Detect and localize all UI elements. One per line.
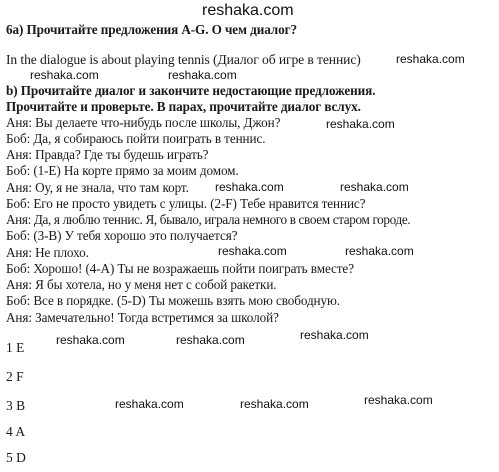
watermark: reshaka.com bbox=[215, 180, 284, 194]
dialogue-line: Боб: (3-B) У тебя хорошо это получается? bbox=[6, 228, 238, 243]
watermark: reshaka.com bbox=[345, 244, 414, 258]
watermark: reshaka.com bbox=[218, 244, 287, 258]
watermark: reshaka.com bbox=[240, 397, 309, 411]
watermark: reshaka.com bbox=[340, 180, 409, 194]
dialogue-line: Аня: Вы делаете что-нибудь после школы, Джон? bbox=[6, 115, 281, 130]
watermark: reshaka.com bbox=[168, 68, 237, 82]
dialogue-line: Аня: Я бы хотела, но у меня нет с собой ракетки. bbox=[6, 277, 277, 292]
dialogue-line: Аня: Правда? Где ты будешь играть? bbox=[6, 147, 209, 162]
dialogue-line: Аня: Да, я люблю теннис. Я, бывало, играла немного в своем старом городе. bbox=[6, 212, 411, 227]
dialogue-line: Боб: Да, я собираюсь пойти поиграть в теннис. bbox=[6, 131, 266, 146]
watermark: reshaka.com bbox=[30, 68, 99, 82]
dialogue-line: Аня: Замечательно! Тогда встретимся за школой? bbox=[6, 310, 279, 325]
dialogue-line: Боб: Его не просто увидеть с улицы. (2-F) Тебе нравится теннис? bbox=[6, 196, 366, 211]
dialogue-line: Боб: Хорошо! (4-A) Ты не возражаешь пойти поиграть вместе? bbox=[6, 261, 354, 276]
watermark: reshaka.com bbox=[300, 328, 369, 342]
watermark: reshaka.com bbox=[115, 397, 184, 411]
watermark: reshaka.com bbox=[176, 333, 245, 347]
exercise-6a-heading: 6а) Прочитайте предложения A-G. О чем диалог? bbox=[6, 22, 297, 37]
watermark: reshaka.com bbox=[326, 117, 395, 131]
answer-item: 1 E bbox=[6, 340, 25, 355]
answer-item: 2 F bbox=[6, 369, 24, 384]
dialogue-line: Боб: (1-E) На корте прямо за моим домом. bbox=[6, 163, 239, 178]
exercise-b-heading-line2: Прочитайте и проверьте. В парах, прочитайте диалог вслух. bbox=[6, 99, 361, 114]
watermark: reshaka.com bbox=[56, 333, 125, 347]
answer-item: 5 D bbox=[6, 450, 26, 465]
exercise-6a-answer: In the dialogue is about playing tennis (Диалог об игре в теннис) bbox=[6, 52, 361, 67]
dialogue-line: Аня: Оу, я не знала, что там корт. bbox=[6, 180, 189, 195]
watermark: reshaka.com bbox=[396, 52, 465, 66]
answer-item: 3 B bbox=[6, 398, 26, 413]
watermark: reshaka.com bbox=[364, 393, 433, 407]
answer-item: 4 A bbox=[6, 424, 26, 439]
dialogue-line: Аня: Не плохо. bbox=[6, 245, 89, 260]
exercise-b-heading-line1: b) Прочитайте диалог и закончите недостающие предложения. bbox=[6, 83, 376, 98]
watermark-top: reshaka.com bbox=[202, 2, 294, 19]
dialogue-line: Боб: Все в порядке. (5-D) Ты можешь взять мою свободную. bbox=[6, 293, 340, 308]
